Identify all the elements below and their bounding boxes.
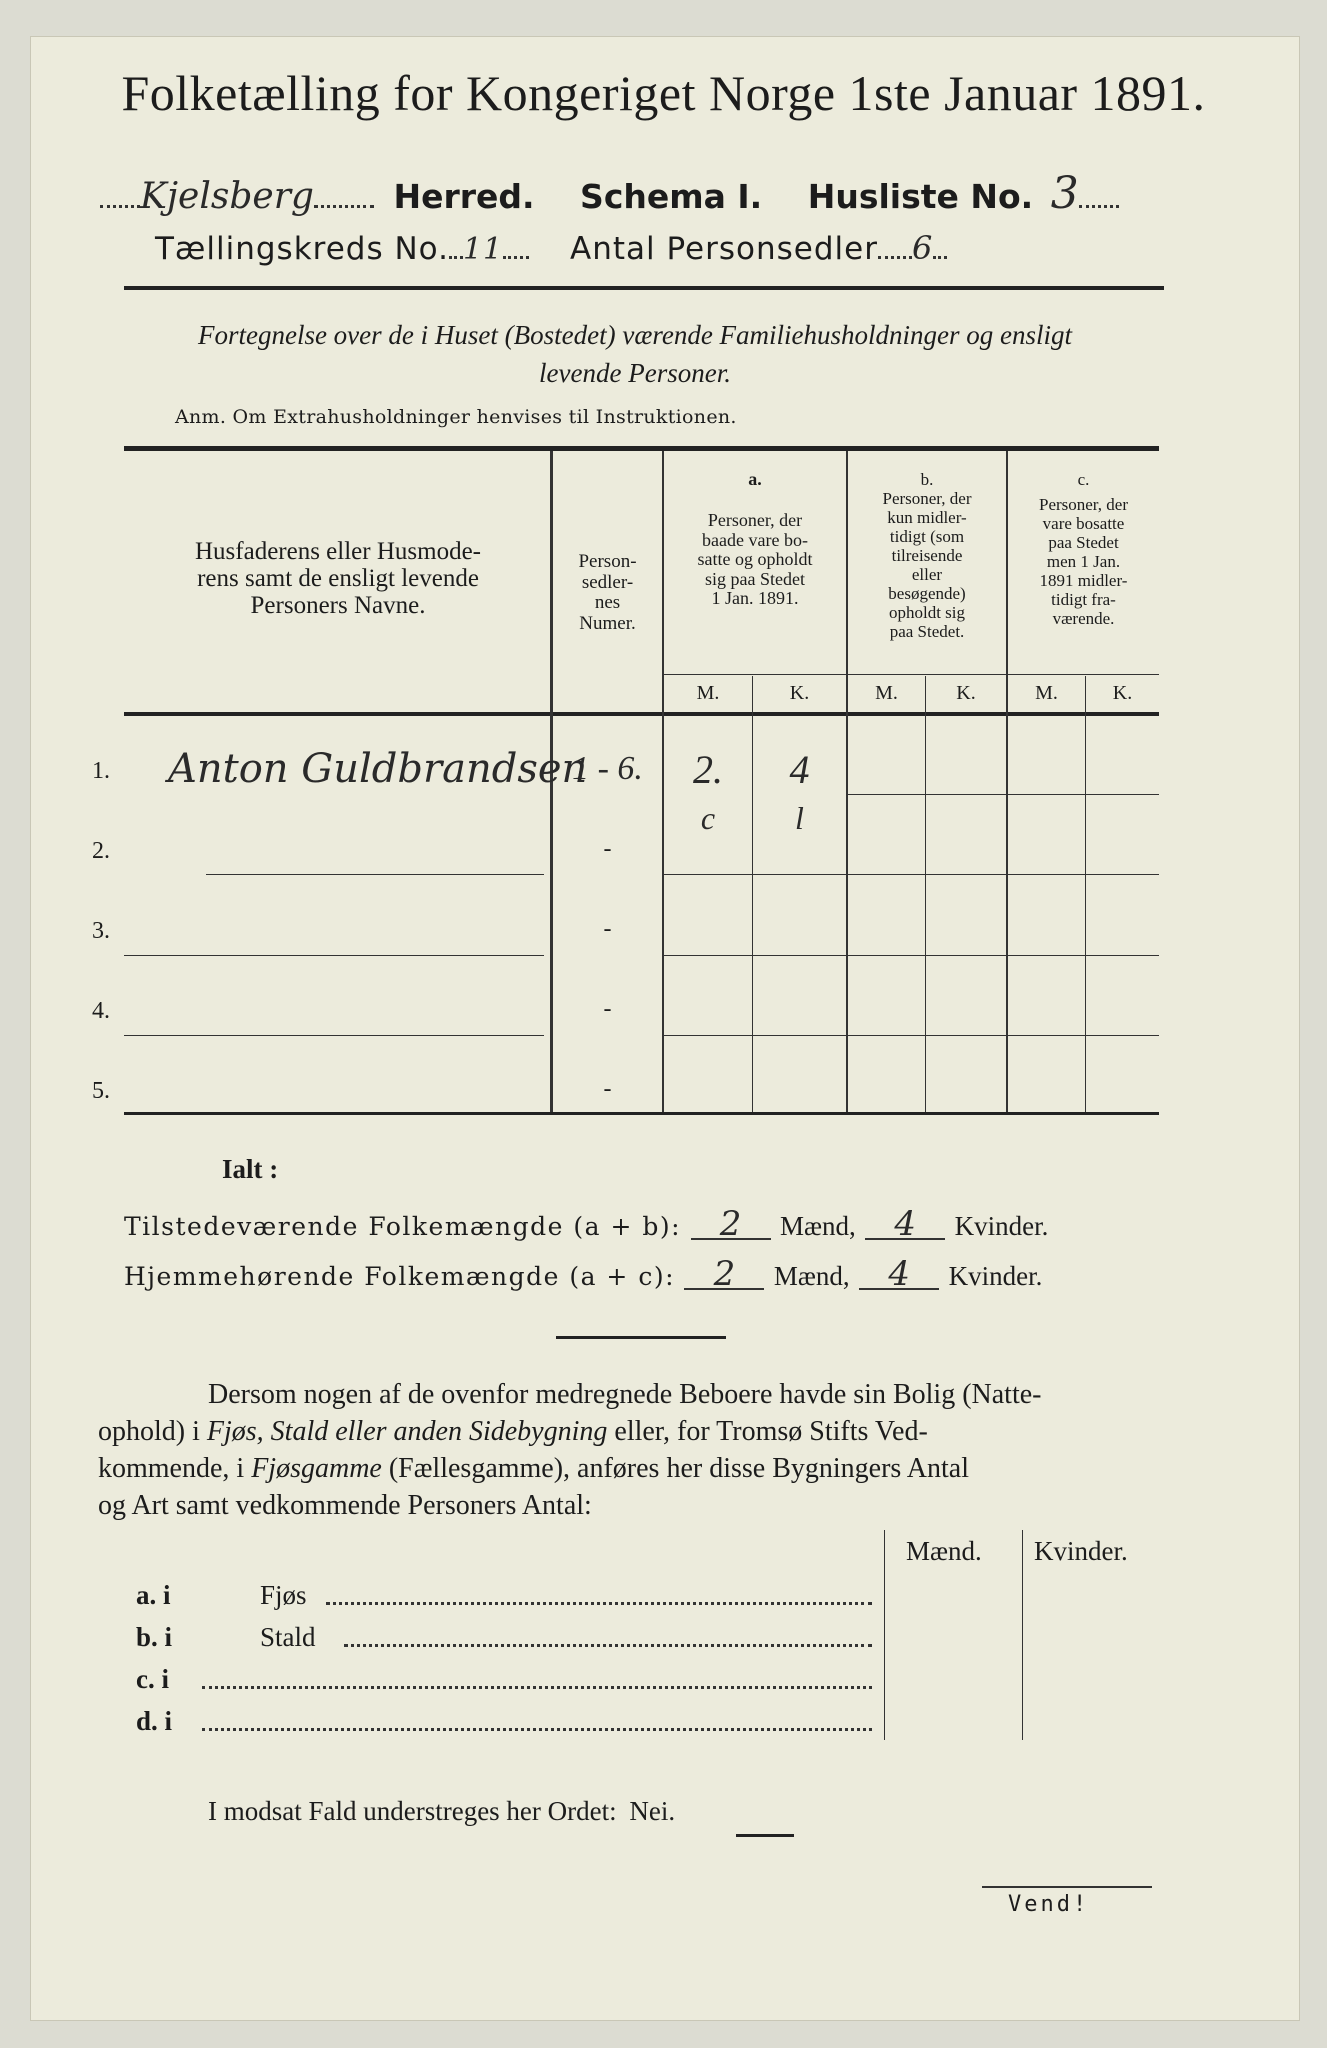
- header-text: sig paa Stedet: [705, 568, 805, 589]
- maend-label: Mænd,: [779, 1211, 856, 1241]
- row-sedler: -: [603, 1076, 612, 1102]
- dots: [314, 177, 374, 208]
- kreds-line: [155, 228, 1170, 274]
- row-rule: [124, 955, 544, 956]
- kvinder-label: Kvinder.: [954, 1211, 1049, 1241]
- building-d-label: d. i: [136, 1706, 173, 1736]
- row-a-k: l: [795, 800, 804, 836]
- dots: [202, 1728, 872, 1731]
- vend-rule: [982, 1886, 1152, 1888]
- row-a-k: 4: [789, 747, 810, 792]
- footer-line-1: Dersom nogen af de ovenfor medregnede Beboere havde sin Bolig (Natte-: [208, 1379, 1042, 1410]
- dots: [326, 1602, 872, 1605]
- hjemme-maend-value: 2: [684, 1260, 764, 1290]
- header-text: paa Stedet: [1048, 533, 1119, 553]
- building-a-label: a. i: [136, 1580, 171, 1610]
- mk-rule: [662, 674, 1159, 675]
- ialt-label: Ialt :: [222, 1154, 279, 1184]
- row-sedler: -: [603, 996, 612, 1022]
- col-header-b: [848, 470, 1006, 641]
- herred-line: [100, 168, 1170, 219]
- row-rule: [124, 1035, 544, 1036]
- row-rule: [206, 874, 544, 875]
- dots: [449, 228, 463, 259]
- building-c-label: c. i: [136, 1664, 169, 1694]
- table-top-rule: [124, 446, 1159, 451]
- subheader-c-m: M.: [1035, 682, 1058, 704]
- table-header-rule: [124, 712, 1159, 716]
- row-sedler: 1 - 6.: [572, 750, 643, 787]
- header-text: paa Stedet.: [889, 622, 965, 642]
- text: (Fællesgamme), anføres her disse Bygningers Antal: [381, 1453, 969, 1484]
- text: ophold) i: [98, 1416, 207, 1447]
- header-text: kun midler-: [887, 508, 967, 528]
- hjemme-row: [124, 1254, 1164, 1294]
- row-rule: [848, 794, 1159, 795]
- header-letter: a.: [748, 469, 762, 489]
- header-text: 1 Jan. 1891.: [711, 588, 799, 609]
- kvinder-label: Kvinder.: [948, 1261, 1043, 1291]
- dots: [878, 228, 912, 259]
- header-text: Personers Navne.: [250, 592, 426, 619]
- col-header-name: [128, 538, 548, 619]
- col-divider-mk: [1085, 676, 1086, 1112]
- hjemme-label: Hjemmehørende Folkemængde (a + c):: [124, 1262, 675, 1291]
- header-letter: c.: [1077, 470, 1090, 489]
- header-text: Numer.: [579, 612, 636, 634]
- maend-label: Mænd,: [773, 1261, 850, 1291]
- header-text: rens samt de ensligt levende: [197, 565, 479, 592]
- anm-note: Anm. Om Extrahusholdninger henvises til Instruktionen.: [175, 406, 737, 428]
- header-text: Husfaderens eller Husmode-: [194, 538, 481, 565]
- footer-line-4: og Art samt vedkommende Personers Antal:: [98, 1490, 592, 1521]
- dots: [1079, 177, 1119, 208]
- text: Fjøs, Stald eller anden Sidebygning: [206, 1416, 608, 1447]
- row-name: Anton Guldbrandsen: [168, 746, 588, 792]
- text: kommende, i: [98, 1453, 252, 1484]
- tilstede-row: [124, 1204, 1164, 1244]
- header-text: eller: [911, 565, 943, 585]
- building-b-text: Stald: [260, 1622, 316, 1652]
- header-text: Personer, der: [882, 489, 972, 509]
- subheader-a-m: M.: [696, 682, 720, 704]
- header-text: Personer, der: [707, 510, 803, 531]
- header-text: vare bosatte: [1042, 514, 1125, 534]
- dots: [344, 1644, 872, 1647]
- kreds-value: 11: [462, 232, 504, 267]
- herred-value: Kjelsberg: [140, 176, 314, 217]
- row-a-m: c: [700, 800, 716, 836]
- col-header-c: [1008, 470, 1159, 628]
- hjemme-kvinder-value: 4: [859, 1260, 939, 1290]
- intro-line-2: levende Personer.: [539, 358, 731, 388]
- text: Fjøsgamme: [251, 1453, 382, 1484]
- vend-label: Vend!: [1008, 1892, 1090, 1917]
- header-text: Person-: [578, 551, 637, 572]
- text: eller, for Tromsø Stifts Ved-: [607, 1416, 928, 1447]
- antal-value: 6: [911, 229, 934, 267]
- tilstede-kvinder-value: 4: [865, 1210, 945, 1240]
- kreds-label: Tællingskreds No.: [155, 231, 449, 267]
- row-a-m: 2.: [693, 747, 723, 792]
- schema-label: Schema I.: [580, 177, 763, 216]
- husliste-label: Husliste No.: [807, 177, 1034, 216]
- tilstede-maend-value: 2: [691, 1210, 771, 1240]
- dots: [100, 177, 140, 208]
- dots: [933, 228, 947, 259]
- header-letter: b.: [920, 470, 934, 489]
- nei-line: [208, 1796, 675, 1827]
- row-sedler: -: [603, 836, 612, 862]
- footer-line-3: [98, 1450, 1163, 1487]
- row-number: 2.: [92, 838, 110, 864]
- footer-line-2: [98, 1413, 1163, 1450]
- footer-paragraph: [98, 1376, 1163, 1524]
- col-header-number: [553, 552, 662, 634]
- subheader-a-k: K.: [789, 682, 810, 704]
- dots: [202, 1686, 872, 1689]
- row-rule: [664, 955, 1159, 956]
- section-divider: [556, 1336, 726, 1339]
- header-text: tilreisende: [891, 546, 963, 566]
- buildings-kvinder-header: Kvinder.: [1034, 1536, 1128, 1566]
- building-b-label: b. i: [136, 1622, 173, 1652]
- col-divider-mk: [752, 676, 753, 1112]
- subheader-c-k: K.: [1112, 682, 1133, 704]
- header-text: opholdt sig: [888, 603, 966, 623]
- intro-text: [90, 316, 1180, 392]
- tilstede-label: Tilstedeværende Folkemængde (a + b):: [124, 1212, 682, 1241]
- row-number: 1.: [92, 758, 110, 784]
- header-text: men 1 Jan.: [1046, 552, 1121, 572]
- dots: [503, 228, 529, 259]
- subheader-b-k: K.: [956, 682, 976, 704]
- antal-label: Antal Personsedler: [569, 231, 878, 267]
- subheader-b-m: M.: [875, 682, 898, 704]
- header-text: besøgende): [888, 584, 966, 604]
- building-a-text: Fjøs: [260, 1580, 307, 1610]
- row-rule: [664, 1035, 1159, 1036]
- nei-instruction: I modsat Fald understreges her Ordet:: [208, 1796, 617, 1826]
- row-number: 4.: [92, 998, 110, 1024]
- buildings-maend-header: Mænd.: [906, 1536, 982, 1566]
- header-text: baade vare bo-: [702, 529, 808, 550]
- col-divider-mk: [925, 676, 926, 1112]
- header-text: 1891 midler-: [1039, 571, 1128, 591]
- buildings-divider: [1022, 1530, 1023, 1740]
- table-bottom-rule: [124, 1112, 1159, 1115]
- header-rule: [124, 286, 1164, 290]
- header-text: tidigt (som: [889, 527, 965, 547]
- header-text: Personer, der: [1038, 495, 1128, 515]
- col-header-a: [664, 470, 846, 609]
- header-text: værende.: [1052, 609, 1115, 629]
- header-text: tidigt fra-: [1051, 590, 1116, 610]
- husliste-value: 3: [1050, 168, 1079, 219]
- header-text: sedler-: [581, 571, 634, 593]
- form-title: Folketælling for Kongeriget Norge 1ste Januar 1891.: [121, 65, 1206, 121]
- nei-word: Nei.: [629, 1796, 676, 1826]
- header-text: satte og opholdt: [697, 549, 813, 570]
- herred-label: Herred.: [393, 177, 535, 216]
- row-number: 3.: [92, 918, 110, 944]
- intro-line-1: Fortegnelse over de i Huset (Bostedet) værende Familiehusholdninger og ensligt: [197, 320, 1073, 350]
- row-sedler: -: [603, 916, 612, 942]
- row-number: 5.: [92, 1078, 110, 1104]
- nei-underline: [736, 1834, 794, 1837]
- buildings-divider: [884, 1530, 885, 1740]
- row-rule: [664, 874, 1159, 875]
- header-text: nes: [594, 592, 621, 614]
